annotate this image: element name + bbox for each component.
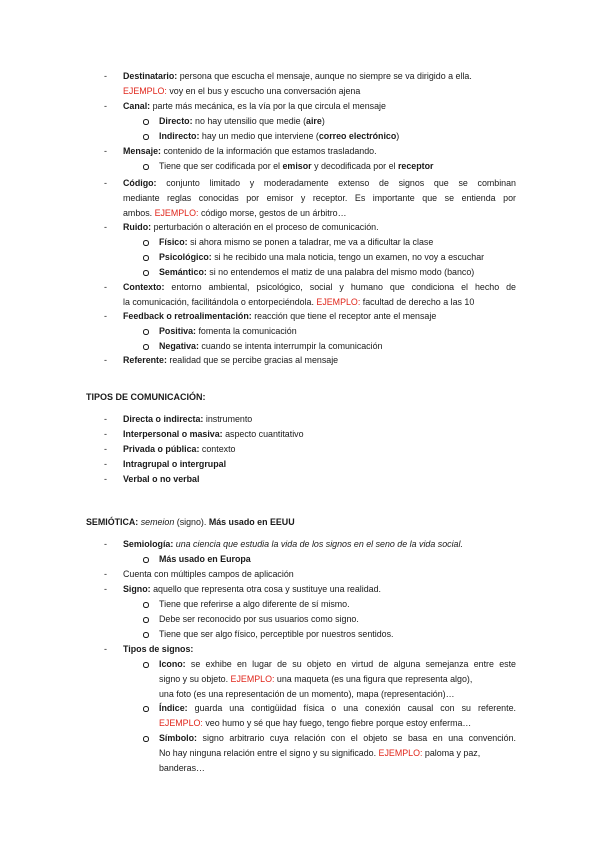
text: fomenta la comunicación [196,326,297,336]
text-line [123,458,226,470]
text-line [123,207,346,219]
text-line [159,613,359,625]
section-heading [86,516,295,528]
text: Tiene que ser codificada por el [159,161,283,171]
term: Privada o pública: [123,444,200,454]
text-line [123,413,252,425]
term: Negativa: [159,341,199,351]
example-label: EJEMPLO: [159,718,203,728]
text-line [123,473,199,485]
term: Canal: [123,101,151,111]
text: una maqueta (es una figura que representa algo), [274,674,473,684]
bullet-dash: - [104,644,107,654]
text: realidad que se percibe gracias al mensaje [166,355,339,365]
text: si he recibido una mala noticia, tengo un examen, no voy a escuchar [211,252,485,262]
text: perturbación o alteración en el proceso de comunicación. [151,222,379,232]
text: Tiene que ser algo físico, perceptible por nuestros sentidos. [159,629,394,639]
example-label: EJEMPLO: [154,208,199,218]
text-line [123,568,294,580]
term: Índice: [159,703,188,713]
bullet-dash: - [104,71,107,81]
term: receptor [397,161,434,171]
text: hay un medio que interviene ( [199,131,319,141]
term: Mensaje: [123,146,161,156]
text-line [159,717,471,729]
example-label: EJEMPLO: [316,297,361,307]
term: Positiva: [159,326,196,336]
example-label: EJEMPLO: [378,748,423,758]
bullet-circle [143,662,149,668]
text-line [123,538,463,550]
text-line [123,145,377,157]
text: Debe ser reconocido por sus usuarios como signo. [159,614,359,624]
text-line [159,598,350,610]
term: Tipos de signos: [123,644,194,654]
text-line [159,747,480,759]
text: conjunto limitado y moderadamente extenso de signos que se combinan [156,178,516,188]
text: contexto [199,444,236,454]
text: contenido de la información que estamos trasladando. [160,146,377,156]
bullet-dash: - [104,569,107,579]
text-line [159,628,394,640]
text-line [159,762,205,774]
text: instrumento [203,414,253,424]
text-line [159,160,433,172]
bullet-circle [143,240,149,246]
text: una foto (es una representación de un momento), mapa (representación)… [159,689,455,699]
bullet-dash: - [104,444,107,454]
text-line [159,115,325,127]
text: voy en el bus y escucho una conversación ajena [166,86,361,96]
bullet-dash: - [104,101,107,111]
text-line [159,658,516,670]
text-line [123,100,386,112]
text-line [123,354,338,366]
text-line [123,643,193,655]
text: signo y su objeto. [159,674,231,684]
bullet-dash: - [104,414,107,424]
text: mediante reglas conocidas por emisor y receptor. Es importante que se entienda por [123,193,516,203]
text-line [123,221,379,233]
text: entorno ambiental, psicológico, social y humano que condiciona el hecho de [164,282,516,292]
text-line [123,70,472,82]
text-line [123,428,304,440]
text: persona que escucha el mensaje, aunque no siempre se va dirigido a ella. [177,71,472,81]
bullet-dash: - [104,355,107,365]
term: Feedback o retroalimentación: [123,311,252,321]
example-label: EJEMPLO: [123,86,167,96]
term: Contexto: [123,282,165,292]
bullet-dash: - [104,474,107,484]
text-line [159,236,433,248]
term: Semiología: [123,539,174,549]
text: si ahora mismo se ponen a taladrar, me va a dificultar la clase [187,237,434,247]
text-line [159,266,474,278]
bullet-dash: - [104,311,107,321]
text-line [159,688,455,700]
term: SEMIÓTICA: [86,517,139,527]
text-line [159,553,251,565]
term: Intragrupal o intergrupal [123,459,227,469]
bullet-dash: - [104,584,107,594]
text: reacción que tiene el receptor ante el mensaje [251,311,437,321]
term: Directa o indirecta: [123,414,204,424]
term: Signo: [123,584,151,594]
term: correo electrónico [318,131,397,141]
text: aquello que representa otra cosa y sustituye una realidad. [150,584,382,594]
bullet-dash: - [104,539,107,549]
text: cuando se intenta interrumpir la comunicación [198,341,383,351]
text-line [159,325,297,337]
bullet-dash: - [104,282,107,292]
bullet-circle [143,617,149,623]
bullet-dash: - [104,146,107,156]
bullet-circle [143,736,149,742]
term: Físico: [159,237,188,247]
section-heading: TIPOS DE COMUNICACIÓN: [86,392,206,402]
text: ambos. [123,208,155,218]
term: Verbal o no verbal [123,474,200,484]
text: aspecto cuantitativo [222,429,304,439]
term: Referente: [123,355,167,365]
text: signo arbitrario cuya relación con el objeto se basa en una convención. [196,733,516,743]
term: Más usado en EEUU [208,517,295,527]
bullet-circle [143,164,149,170]
text: ) [321,116,325,126]
bullet-circle [143,557,149,563]
text: Cuenta con múltiples campos de aplicación [123,569,294,579]
term: Destinatario: [123,71,178,81]
text-line [159,251,484,263]
bullet-circle [143,329,149,335]
term: Semántico: [159,267,207,277]
text: paloma y paz, [422,748,481,758]
bullet-circle [143,119,149,125]
text: ) [396,131,400,141]
term: aire [306,116,322,126]
text-line [159,130,399,142]
text-line [123,192,516,204]
text-line [123,281,516,293]
text-line [123,583,381,595]
bullet-circle [143,134,149,140]
text-line [159,732,516,744]
text: (signo). [174,517,209,527]
text: No hay ninguna relación entre el signo y su significado. [159,748,379,758]
text: y decodificada por el [311,161,398,171]
text: parte más mecánica, es la vía por la que circula el mensaje [150,101,386,111]
term: emisor [282,161,312,171]
text-line [123,296,474,308]
term: Indirecto: [159,131,200,141]
text: código morse, gestos de un árbitro… [198,208,347,218]
text: veo humo y sé que hay fuego, tengo fiebre porque estoy enferma… [202,718,472,728]
term: Más usado en Europa [159,554,251,564]
text: si no entendemos el matiz de una palabra del mismo modo (banco) [206,267,475,277]
text-line [159,673,472,685]
bullet-circle [143,270,149,276]
text-line [123,177,516,189]
bullet-dash: - [104,429,107,439]
term: Icono: [159,659,186,669]
text: facultad de derecho a las 10 [360,297,475,307]
bullet-dash: - [104,222,107,232]
bullet-circle [143,255,149,261]
text-line [123,85,360,97]
text: se exhibe en lugar de su objeto en virtud de alguna semejanza entre este [185,659,516,669]
text: Tiene que referirse a algo diferente de sí mismo. [159,599,350,609]
text: no hay utensilio que medie ( [192,116,307,126]
bullet-circle [143,706,149,712]
text: una ciencia que estudia la vida de los signos en el seno de la vida social. [173,539,463,549]
bullet-circle [143,344,149,350]
text: banderas… [159,763,205,773]
term: Psicológico: [159,252,212,262]
term: Directo: [159,116,193,126]
term: Ruido: [123,222,152,232]
bullet-dash: - [104,459,107,469]
term: Interpersonal o masiva: [123,429,223,439]
text: guarda una contigüidad física o una conexión causal con su referente. [187,703,516,713]
text-line [159,340,382,352]
bullet-circle [143,632,149,638]
text-line [159,702,516,714]
term: Código: [123,178,157,188]
bullet-circle [143,602,149,608]
text: semeion [138,517,175,527]
text: la comunicación, facilitándola o entorpeciéndola. [123,297,317,307]
example-label: EJEMPLO: [230,674,275,684]
term: Símbolo: [159,733,197,743]
bullet-dash: - [104,178,107,188]
text-line [123,310,436,322]
text-line [123,443,235,455]
